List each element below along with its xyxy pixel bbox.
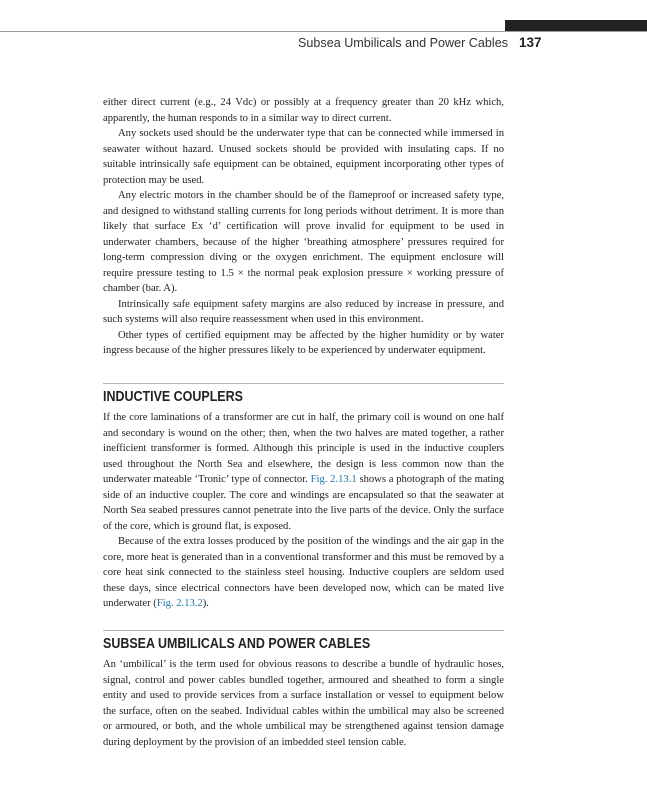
running-head: Subsea Umbilicals and Power Cables (298, 36, 508, 50)
paragraph: Other types of certified equipment may be affected by the higher humidity or by water ingress because of the higher pressures likely to be experienced by underwater equipment. (103, 329, 504, 356)
header-accent-bar (505, 20, 647, 31)
section-rule (103, 630, 504, 631)
page-number: 137 (519, 35, 542, 50)
paragraph (103, 410, 504, 534)
body-continuation (103, 95, 504, 359)
section-rule (103, 383, 504, 384)
paragraph: An ‘umbilical’ is the term used for obvious reasons to describe a bundle of hydraulic hoses, signal, control and power cables bundled together, armoured and sheathed to form a single entity and used to provide services from a surface installation or vessel to equipment below the surface, often on the seabed. Individual cables within the umbilical may also be screened or armoured, or both, and the whole umbilical may be strengthened against tension damage during deployment by the provision of an imbedded steel tension cable. (103, 659, 504, 748)
figure-link-2-13-1[interactable]: Fig. 2.13.1 (310, 474, 357, 485)
figure-link-2-13-2[interactable]: Fig. 2.13.2 (156, 598, 203, 609)
text-run: ). (202, 598, 209, 609)
paragraph (103, 534, 504, 612)
section-subsea-umbilicals (103, 657, 504, 750)
text-run: If the core laminations of a transformer are cut in half, the primary coil is wound on one half and secondary is wound on the other; then, when the two halves are mated together, a rather inefficient transformer is formed. Although this principle is used in the inductive couplers used throughout the North Sea and elsewhere, the design is less common now than the underwater mateable ‘Tronic’ type of connector. (103, 412, 504, 485)
paragraph: Any electric motors in the chamber should be of the flameproof or increased safety type, and designed to withstand stalling currents for long periods without detriment. It is more than likely that surface Ex ‘d’ certification will prove invalid for equipment to be used in underwater chambers, because of the higher ‘breathing atmosphere’ pressures required for long-term compression diving or the oxygen enrichment. The equipment enclosure will require pressure testing to 1.5 × the normal peak explosion pressure × working pressure of chamber (bar. A). (103, 190, 504, 294)
section-heading-subsea-umbilicals: SUBSEA UMBILICALS AND POWER CABLES (103, 636, 371, 652)
paragraph: Intrinsically safe equipment safety margins are also reduced by increase in pressure, and such systems will also require reassessment when used in this environment. (103, 298, 504, 325)
paragraph: Any sockets used should be the underwater type that can be connected while immersed in seawater without hazard. Unused sockets should be provided with insulating caps. If no suitable intrinsically safe equipment can be obtained, equipment incorporating other types of protection may be used. (103, 128, 504, 186)
header-rule (0, 31, 647, 32)
text-run: shows a photograph of the mating side of an inductive coupler. The core and windings are encapsulated so that the seawater at North Sea seabed pressures cannot penetrate into the live parts of the device. Only the surface of the core, which is ground flat, is exposed. (103, 474, 505, 532)
paragraph: either direct current (e.g., 24 Vdc) or possibly at a frequency greater than 20 kHz which, apparently, the human responds to in a similar way to direct current. (103, 97, 504, 124)
section-heading-inductive-couplers: INDUCTIVE COUPLERS (103, 389, 243, 405)
text-run: Because of the extra losses produced by the position of the windings and the air gap in the core, more heat is generated than in a conventional transformer and this must be removed by a core heat sink connected to the stainless steel housing. Inductive couplers are seldom used these days, since electrical connectors have been developed now, which can be mated live underwater ( (103, 536, 504, 609)
section-inductive-couplers (103, 410, 504, 612)
